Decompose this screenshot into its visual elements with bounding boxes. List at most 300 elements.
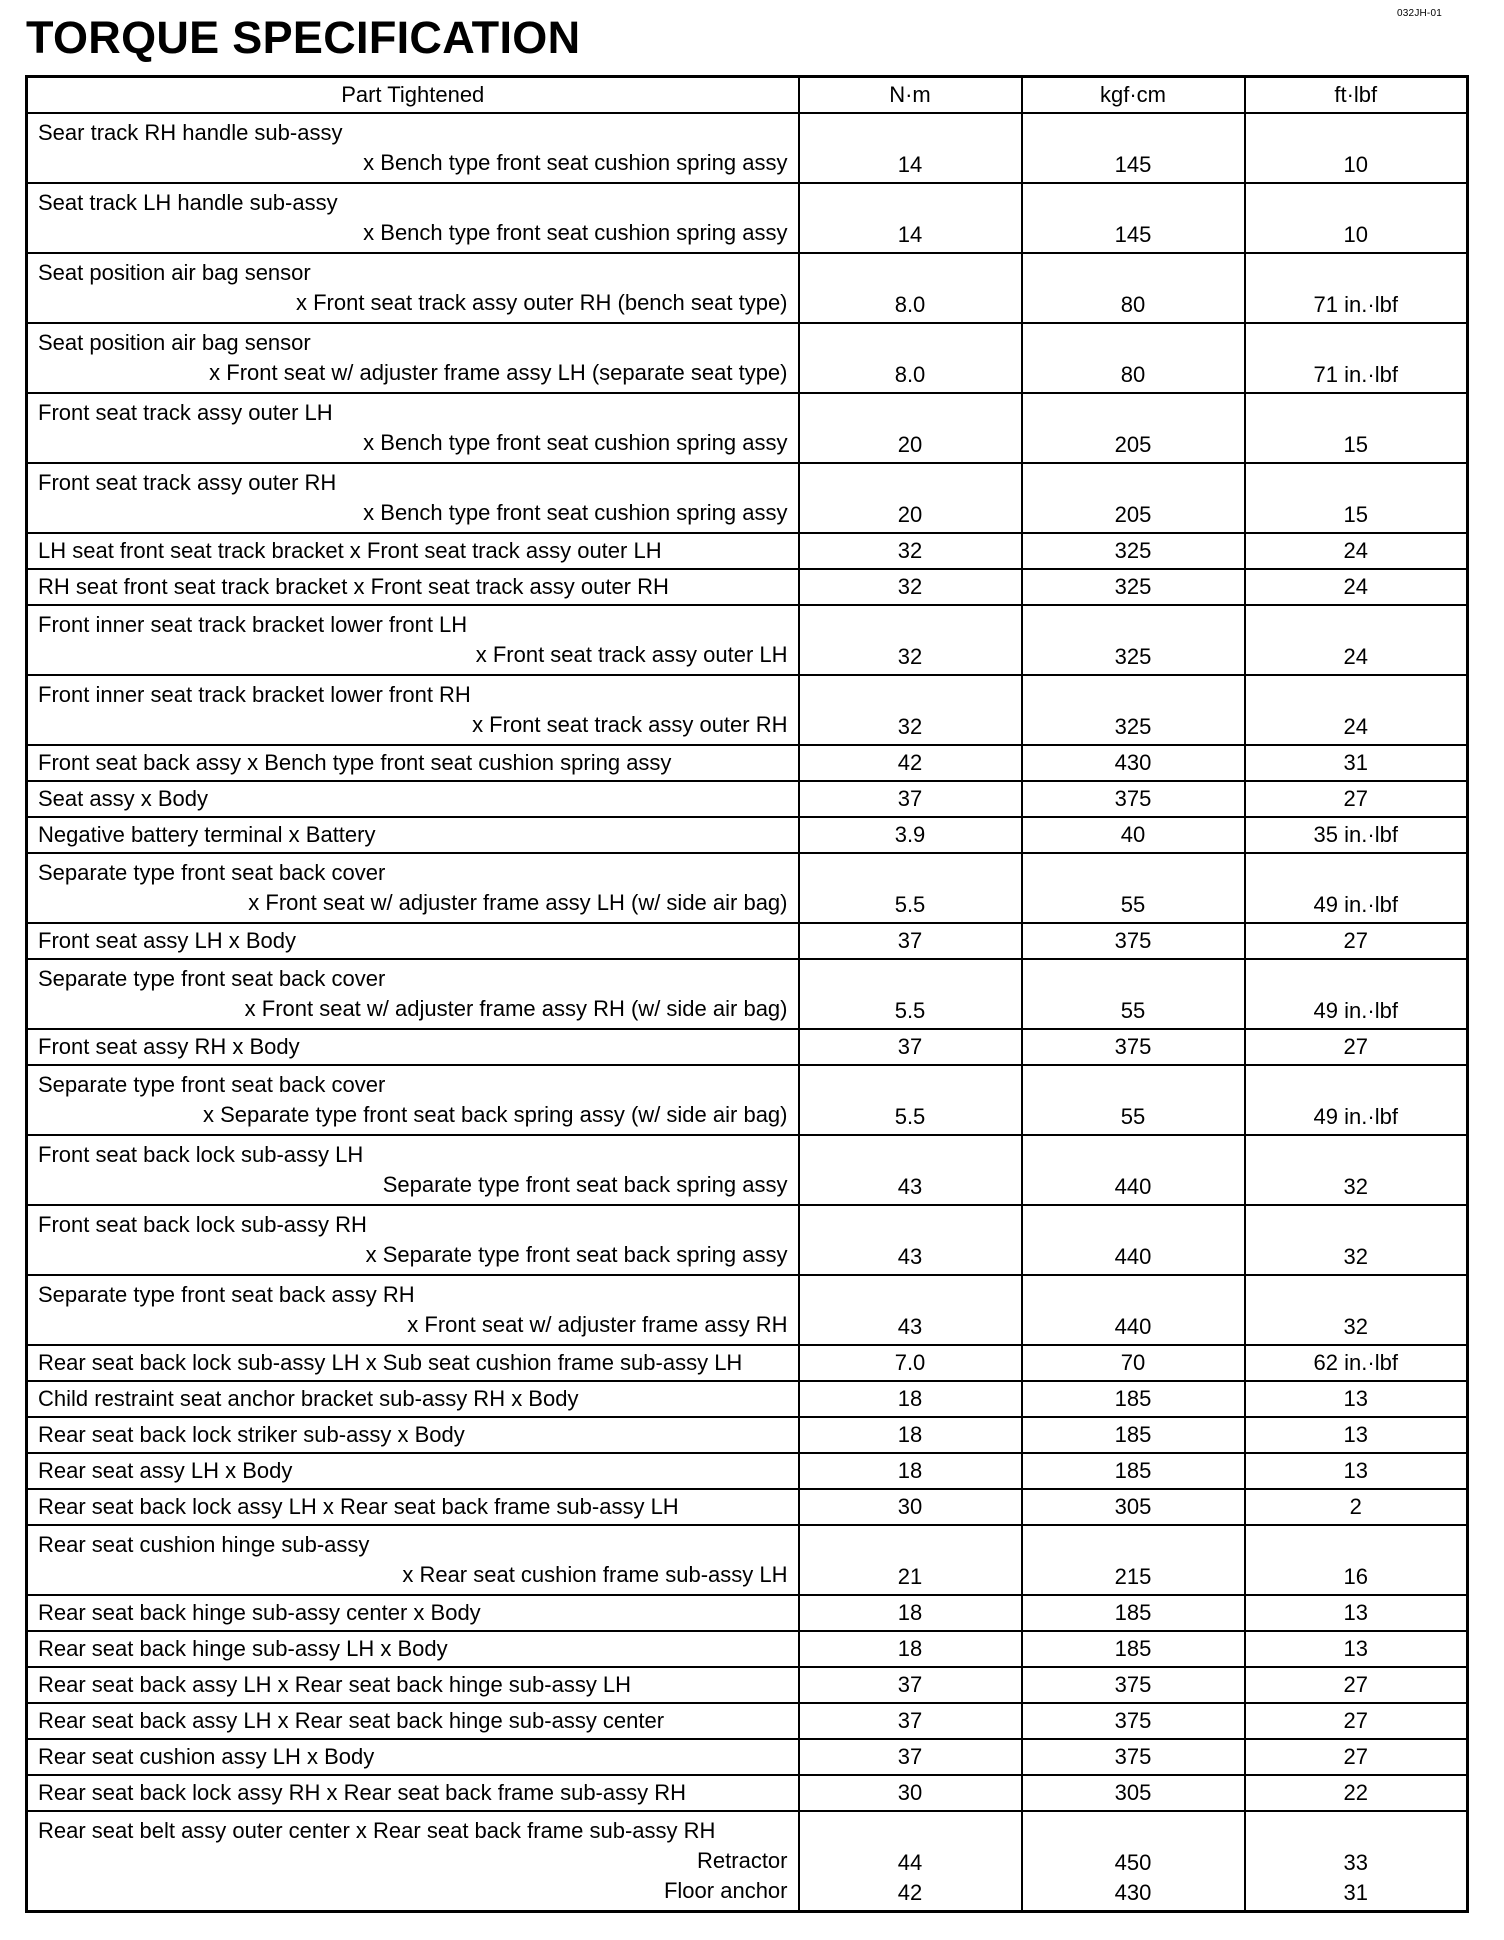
ftlbf-value: 32 — [1343, 1174, 1368, 1199]
part-tightened-cell — [27, 1667, 799, 1703]
nm-value-cell — [799, 1775, 1022, 1811]
table-header-row — [27, 77, 1468, 114]
kgfcm-value-cell — [1022, 923, 1245, 959]
table-row — [27, 1205, 1468, 1275]
part-line-1: Front seat back assy x Bench type front seat cushion spring assy — [38, 750, 672, 775]
part-line-1: Seat position air bag sensor — [38, 260, 311, 285]
ftlbf-value-cell — [1245, 1489, 1468, 1525]
nm-value: 14 — [897, 222, 923, 247]
sub-item-label: Retractor — [697, 1848, 788, 1873]
part-tightened-cell — [27, 605, 799, 675]
part-tightened-cell — [27, 923, 799, 959]
table-row — [27, 817, 1468, 853]
kgfcm-value: 205 — [1114, 502, 1152, 527]
kgfcm-value-cell — [1022, 569, 1245, 605]
ftlbf-value: 32 — [1343, 1244, 1368, 1269]
nm-value-cell — [799, 1205, 1022, 1275]
part-tightened-cell — [27, 1703, 799, 1739]
part-tightened-cell — [27, 1381, 799, 1417]
part-line-1: Front seat track assy outer LH — [38, 400, 333, 425]
ftlbf-value-cell — [1245, 1811, 1468, 1912]
kgfcm-value-cell — [1022, 533, 1245, 569]
part-line-1: LH seat front seat track bracket x Front seat track assy outer LH — [38, 538, 662, 563]
table-row — [27, 1631, 1468, 1667]
kgfcm-value: 375 — [1114, 786, 1152, 811]
ftlbf-value: 15 — [1343, 432, 1368, 457]
ftlbf-value-cell — [1245, 1775, 1468, 1811]
part-line-1: Seat position air bag sensor — [38, 330, 311, 355]
part-line-1: Front seat assy RH x Body — [38, 1034, 300, 1059]
ftlbf-value-cell — [1245, 253, 1468, 323]
nm-value-cell — [799, 533, 1022, 569]
table-row — [27, 1525, 1468, 1595]
part-line-1: Front seat back lock sub-assy RH — [38, 1212, 367, 1237]
part-line-2: x Bench type front seat cushion spring assy — [363, 500, 788, 525]
table-row — [27, 959, 1468, 1029]
part-tightened-cell — [27, 253, 799, 323]
kgfcm-value: 55 — [1120, 892, 1146, 917]
nm-value: 8.0 — [894, 292, 926, 317]
ftlbf-value: 49 in.·lbf — [1313, 1104, 1398, 1129]
part-line-1: Rear seat back lock assy LH x Rear seat back frame sub-assy LH — [38, 1494, 679, 1519]
part-tightened-cell — [27, 1631, 799, 1667]
kgfcm-value: 215 — [1114, 1564, 1152, 1589]
part-tightened-cell — [27, 817, 799, 853]
torque-spec-table — [25, 75, 1469, 1913]
nm-value-cell — [799, 183, 1022, 253]
nm-value-cell — [799, 1275, 1022, 1345]
kgfcm-value-cell — [1022, 393, 1245, 463]
ftlbf-value: 27 — [1343, 786, 1368, 811]
nm-value: 37 — [897, 1744, 923, 1769]
kgfcm-value-cell — [1022, 1703, 1245, 1739]
ftlbf-value-cell — [1245, 393, 1468, 463]
table-row — [27, 1135, 1468, 1205]
part-line-1: Rear seat back lock assy RH x Rear seat back frame sub-assy RH — [38, 1780, 687, 1805]
nm-value: 5.5 — [894, 1104, 926, 1129]
ftlbf-value: 10 — [1343, 222, 1368, 247]
nm-value: 43 — [897, 1174, 923, 1199]
ftlbf-value-cell — [1245, 1667, 1468, 1703]
kgfcm-value: 440 — [1114, 1244, 1152, 1269]
kgfcm-value-cell — [1022, 745, 1245, 781]
ftlbf-value: 2 — [1349, 1494, 1362, 1519]
ftlbf-value: 24 — [1343, 538, 1368, 563]
nm-value: 32 — [897, 538, 923, 563]
kgfcm-value: 440 — [1114, 1174, 1152, 1199]
ftlbf-value: 13 — [1343, 1600, 1368, 1625]
part-line-2: x Front seat track assy outer RH (bench seat type) — [295, 290, 788, 315]
part-line-2: x Front seat w/ adjuster frame assy RH (w/ side air bag) — [244, 996, 788, 1021]
nm-value: 30 — [897, 1780, 923, 1805]
part-line-2: Separate type front seat back spring assy — [382, 1172, 788, 1197]
table-row — [27, 1417, 1468, 1453]
ftlbf-value-cell — [1245, 1205, 1468, 1275]
column-header-nm: N·m — [799, 77, 1022, 114]
part-tightened-cell — [27, 1417, 799, 1453]
part-line-1: Rear seat back lock striker sub-assy x Body — [38, 1422, 465, 1447]
table-row — [27, 1453, 1468, 1489]
ftlbf-value-cell — [1245, 1381, 1468, 1417]
ftlbf-value-cell — [1245, 817, 1468, 853]
part-line-1: Rear seat cushion hinge sub-assy — [38, 1532, 370, 1557]
table-row — [27, 1029, 1468, 1065]
table-row — [27, 923, 1468, 959]
nm-value-cell — [799, 1135, 1022, 1205]
nm-value-cell — [799, 1065, 1022, 1135]
kgfcm-value-cell — [1022, 1595, 1245, 1631]
table-row — [27, 533, 1468, 569]
part-line-2: x Front seat w/ adjuster frame assy RH — [407, 1312, 788, 1337]
ftlbf-value-cell — [1245, 853, 1468, 923]
nm-value-cell — [799, 923, 1022, 959]
ftlbf-value: 13 — [1343, 1636, 1368, 1661]
part-tightened-cell — [27, 1453, 799, 1489]
table-row — [27, 1065, 1468, 1135]
part-tightened-cell — [27, 1525, 799, 1595]
nm-value: 43 — [897, 1244, 923, 1269]
kgfcm-value: 375 — [1114, 1034, 1152, 1059]
nm-value: 7.0 — [894, 1350, 926, 1375]
part-tightened-cell — [27, 853, 799, 923]
part-line-1: RH seat front seat track bracket x Front seat track assy outer RH — [38, 574, 669, 599]
ftlbf-value: 27 — [1343, 928, 1368, 953]
table-body — [27, 113, 1468, 1912]
page-title: TORQUE SPECIFICATION — [26, 12, 581, 63]
nm-value: 18 — [897, 1600, 923, 1625]
part-line-2: x Front seat track assy outer LH — [475, 642, 788, 667]
kgfcm-value-cell — [1022, 183, 1245, 253]
ftlbf-value: 49 in.·lbf — [1313, 892, 1398, 917]
ftlbf-value-cell — [1245, 959, 1468, 1029]
nm-value-cell — [799, 959, 1022, 1029]
nm-value: 37 — [897, 1708, 923, 1733]
kgfcm-value-cell — [1022, 605, 1245, 675]
part-line-1: Rear seat back hinge sub-assy LH x Body — [38, 1636, 448, 1661]
part-line-2: x Front seat track assy outer RH — [472, 712, 788, 737]
kgfcm-value-cell — [1022, 1453, 1245, 1489]
nm-value-cell — [799, 113, 1022, 183]
nm-value: 8.0 — [894, 362, 926, 387]
kgfcm-value: 430 — [1114, 750, 1152, 775]
kgfcm-value: 375 — [1114, 1744, 1152, 1769]
kgfcm-value-cell — [1022, 1811, 1245, 1912]
ftlbf-value: 33 — [1343, 1850, 1368, 1875]
part-line-1: Separate type front seat back cover — [38, 1072, 386, 1097]
part-line-1: Seat assy x Body — [38, 786, 208, 811]
nm-value-cell — [799, 1345, 1022, 1381]
part-line-1: Rear seat cushion assy LH x Body — [38, 1744, 375, 1769]
table-row — [27, 1489, 1468, 1525]
kgfcm-value: 375 — [1114, 928, 1152, 953]
kgfcm-value-cell — [1022, 675, 1245, 745]
nm-value: 5.5 — [894, 998, 926, 1023]
ftlbf-value: 71 in.·lbf — [1313, 292, 1398, 317]
kgfcm-value-cell — [1022, 1631, 1245, 1667]
nm-value-cell — [799, 1417, 1022, 1453]
ftlbf-value: 10 — [1343, 152, 1368, 177]
document-code: 032JH-01 — [1397, 8, 1442, 19]
part-line-1: Sear track RH handle sub-assy — [38, 120, 343, 145]
nm-value: 3.9 — [894, 822, 926, 847]
part-tightened-cell — [27, 1345, 799, 1381]
sub-item-label: Floor anchor — [663, 1878, 788, 1903]
nm-value-cell — [799, 745, 1022, 781]
kgfcm-value: 145 — [1114, 222, 1152, 247]
part-tightened-cell — [27, 745, 799, 781]
kgfcm-value-cell — [1022, 853, 1245, 923]
nm-value-cell — [799, 1739, 1022, 1775]
kgfcm-value: 325 — [1114, 644, 1152, 669]
part-line-1: Rear seat belt assy outer center x Rear seat back frame sub-assy RH — [38, 1818, 716, 1843]
ftlbf-value-cell — [1245, 1739, 1468, 1775]
kgfcm-value: 375 — [1114, 1672, 1152, 1697]
part-line-1: Seat track LH handle sub-assy — [38, 190, 338, 215]
nm-value: 21 — [897, 1564, 923, 1589]
kgfcm-value: 55 — [1120, 998, 1146, 1023]
ftlbf-value: 32 — [1343, 1314, 1368, 1339]
ftlbf-value-cell — [1245, 1029, 1468, 1065]
kgfcm-value: 185 — [1114, 1422, 1152, 1447]
ftlbf-value: 27 — [1343, 1672, 1368, 1697]
ftlbf-value: 62 in.·lbf — [1313, 1350, 1398, 1375]
kgfcm-value-cell — [1022, 113, 1245, 183]
kgfcm-value-cell — [1022, 1739, 1245, 1775]
table-row — [27, 781, 1468, 817]
ftlbf-value-cell — [1245, 113, 1468, 183]
kgfcm-value: 325 — [1114, 714, 1152, 739]
column-header-kgfcm: kgf·cm — [1022, 77, 1245, 114]
kgfcm-value-cell — [1022, 1667, 1245, 1703]
part-tightened-cell — [27, 323, 799, 393]
part-line-2: x Separate type front seat back spring assy (w/ side air bag) — [202, 1102, 788, 1127]
nm-value-cell — [799, 1703, 1022, 1739]
nm-value: 18 — [897, 1636, 923, 1661]
kgfcm-value-cell — [1022, 817, 1245, 853]
ftlbf-value-cell — [1245, 1525, 1468, 1595]
nm-value: 43 — [897, 1314, 923, 1339]
part-line-1: Rear seat back lock sub-assy LH x Sub seat cushion frame sub-assy LH — [38, 1350, 743, 1375]
table-row — [27, 253, 1468, 323]
part-line-1: Rear seat back hinge sub-assy center x Body — [38, 1600, 481, 1625]
part-line-2: x Bench type front seat cushion spring assy — [363, 150, 788, 175]
kgfcm-value: 40 — [1120, 822, 1146, 847]
part-line-2: x Front seat w/ adjuster frame assy LH (separate seat type) — [209, 360, 788, 385]
part-tightened-cell — [27, 1595, 799, 1631]
nm-value: 5.5 — [894, 892, 926, 917]
nm-value: 42 — [897, 750, 923, 775]
part-tightened-cell — [27, 569, 799, 605]
ftlbf-value: 13 — [1343, 1458, 1368, 1483]
nm-value: 37 — [897, 1672, 923, 1697]
part-line-2: x Separate type front seat back spring assy — [365, 1242, 788, 1267]
nm-value-cell — [799, 1811, 1022, 1912]
table-row — [27, 393, 1468, 463]
ftlbf-value-cell — [1245, 781, 1468, 817]
kgfcm-value: 55 — [1120, 1104, 1146, 1129]
part-line-1: Negative battery terminal x Battery — [38, 822, 376, 847]
part-line-2: x Front seat w/ adjuster frame assy LH (w/ side air bag) — [248, 890, 788, 915]
part-line-1: Front seat track assy outer RH — [38, 470, 337, 495]
kgfcm-value: 80 — [1120, 292, 1146, 317]
nm-value: 32 — [897, 574, 923, 599]
ftlbf-value: 31 — [1343, 1880, 1368, 1905]
kgfcm-value: 440 — [1114, 1314, 1152, 1339]
table-row — [27, 463, 1468, 533]
part-tightened-cell — [27, 1065, 799, 1135]
table-row — [27, 1811, 1468, 1912]
kgfcm-value: 450 — [1114, 1850, 1152, 1875]
ftlbf-value: 22 — [1343, 1780, 1368, 1805]
kgfcm-value-cell — [1022, 253, 1245, 323]
nm-value: 20 — [897, 502, 923, 527]
ftlbf-value-cell — [1245, 605, 1468, 675]
part-tightened-cell — [27, 675, 799, 745]
ftlbf-value-cell — [1245, 1417, 1468, 1453]
ftlbf-value: 27 — [1343, 1744, 1368, 1769]
nm-value: 32 — [897, 714, 923, 739]
table-row — [27, 1703, 1468, 1739]
kgfcm-value: 325 — [1114, 538, 1152, 563]
kgfcm-value-cell — [1022, 1029, 1245, 1065]
column-header-part: Part Tightened — [27, 77, 799, 114]
nm-value-cell — [799, 569, 1022, 605]
kgfcm-value: 430 — [1114, 1880, 1152, 1905]
kgfcm-value-cell — [1022, 1775, 1245, 1811]
part-line-2: x Rear seat cushion frame sub-assy LH — [402, 1562, 788, 1587]
nm-value-cell — [799, 1595, 1022, 1631]
table-row — [27, 853, 1468, 923]
kgfcm-value: 80 — [1120, 362, 1146, 387]
part-tightened-cell — [27, 1775, 799, 1811]
part-tightened-cell — [27, 183, 799, 253]
ftlbf-value: 13 — [1343, 1422, 1368, 1447]
kgfcm-value-cell — [1022, 1417, 1245, 1453]
part-line-1: Separate type front seat back assy RH — [38, 1282, 415, 1307]
kgfcm-value: 185 — [1114, 1636, 1152, 1661]
kgfcm-value-cell — [1022, 781, 1245, 817]
part-tightened-cell — [27, 959, 799, 1029]
kgfcm-value-cell — [1022, 1381, 1245, 1417]
ftlbf-value-cell — [1245, 1631, 1468, 1667]
nm-value-cell — [799, 1453, 1022, 1489]
ftlbf-value-cell — [1245, 1453, 1468, 1489]
nm-value: 18 — [897, 1422, 923, 1447]
part-tightened-cell — [27, 1205, 799, 1275]
table-row — [27, 323, 1468, 393]
nm-value-cell — [799, 1029, 1022, 1065]
part-tightened-cell — [27, 1029, 799, 1065]
part-line-1: Front inner seat track bracket lower front RH — [38, 682, 471, 707]
ftlbf-value-cell — [1245, 1065, 1468, 1135]
nm-value: 44 — [897, 1850, 923, 1875]
part-tightened-cell — [27, 1489, 799, 1525]
part-line-1: Rear seat back assy LH x Rear seat back hinge sub-assy LH — [38, 1672, 632, 1697]
table-row — [27, 1775, 1468, 1811]
nm-value: 18 — [897, 1386, 923, 1411]
ftlbf-value: 16 — [1343, 1564, 1368, 1589]
nm-value-cell — [799, 1525, 1022, 1595]
nm-value: 18 — [897, 1458, 923, 1483]
kgfcm-value-cell — [1022, 323, 1245, 393]
table-row — [27, 745, 1468, 781]
table-row — [27, 1595, 1468, 1631]
part-line-1: Child restraint seat anchor bracket sub-assy RH x Body — [38, 1386, 579, 1411]
ftlbf-value-cell — [1245, 533, 1468, 569]
ftlbf-value: 13 — [1343, 1386, 1368, 1411]
kgfcm-value: 375 — [1114, 1708, 1152, 1733]
table-row — [27, 1381, 1468, 1417]
nm-value-cell — [799, 1381, 1022, 1417]
nm-value: 42 — [897, 1880, 923, 1905]
ftlbf-value-cell — [1245, 323, 1468, 393]
nm-value: 14 — [897, 152, 923, 177]
ftlbf-value: 31 — [1343, 750, 1368, 775]
part-tightened-cell — [27, 1275, 799, 1345]
nm-value: 32 — [897, 644, 923, 669]
part-line-1: Front inner seat track bracket lower front LH — [38, 612, 468, 637]
kgfcm-value-cell — [1022, 1135, 1245, 1205]
table-row — [27, 1275, 1468, 1345]
nm-value-cell — [799, 781, 1022, 817]
part-line-1: Front seat back lock sub-assy LH — [38, 1142, 364, 1167]
kgfcm-value-cell — [1022, 1205, 1245, 1275]
kgfcm-value-cell — [1022, 463, 1245, 533]
kgfcm-value: 205 — [1114, 432, 1152, 457]
ftlbf-value-cell — [1245, 675, 1468, 745]
kgfcm-value: 305 — [1114, 1780, 1152, 1805]
ftlbf-value-cell — [1245, 463, 1468, 533]
table-row — [27, 1667, 1468, 1703]
part-line-1: Rear seat back assy LH x Rear seat back hinge sub-assy center — [38, 1708, 665, 1733]
table-row — [27, 605, 1468, 675]
ftlbf-value: 71 in.·lbf — [1313, 362, 1398, 387]
part-line-1: Rear seat assy LH x Body — [38, 1458, 293, 1483]
nm-value: 20 — [897, 432, 923, 457]
ftlbf-value-cell — [1245, 1595, 1468, 1631]
table-row — [27, 113, 1468, 183]
ftlbf-value-cell — [1245, 569, 1468, 605]
kgfcm-value: 325 — [1114, 574, 1152, 599]
table-row — [27, 1345, 1468, 1381]
part-tightened-cell — [27, 533, 799, 569]
kgfcm-value-cell — [1022, 1275, 1245, 1345]
kgfcm-value: 305 — [1114, 1494, 1152, 1519]
nm-value: 37 — [897, 786, 923, 811]
nm-value-cell — [799, 463, 1022, 533]
ftlbf-value-cell — [1245, 1345, 1468, 1381]
kgfcm-value: 185 — [1114, 1386, 1152, 1411]
table-row — [27, 183, 1468, 253]
nm-value-cell — [799, 253, 1022, 323]
ftlbf-value-cell — [1245, 1275, 1468, 1345]
ftlbf-value-cell — [1245, 1135, 1468, 1205]
kgfcm-value-cell — [1022, 1489, 1245, 1525]
nm-value-cell — [799, 1631, 1022, 1667]
kgfcm-value-cell — [1022, 959, 1245, 1029]
ftlbf-value: 24 — [1343, 644, 1368, 669]
part-tightened-cell — [27, 1811, 799, 1912]
part-tightened-cell — [27, 113, 799, 183]
nm-value-cell — [799, 1489, 1022, 1525]
ftlbf-value-cell — [1245, 1703, 1468, 1739]
kgfcm-value: 70 — [1120, 1350, 1146, 1375]
nm-value-cell — [799, 1667, 1022, 1703]
table-row — [27, 569, 1468, 605]
ftlbf-value: 27 — [1343, 1034, 1368, 1059]
ftlbf-value-cell — [1245, 923, 1468, 959]
ftlbf-value-cell — [1245, 745, 1468, 781]
